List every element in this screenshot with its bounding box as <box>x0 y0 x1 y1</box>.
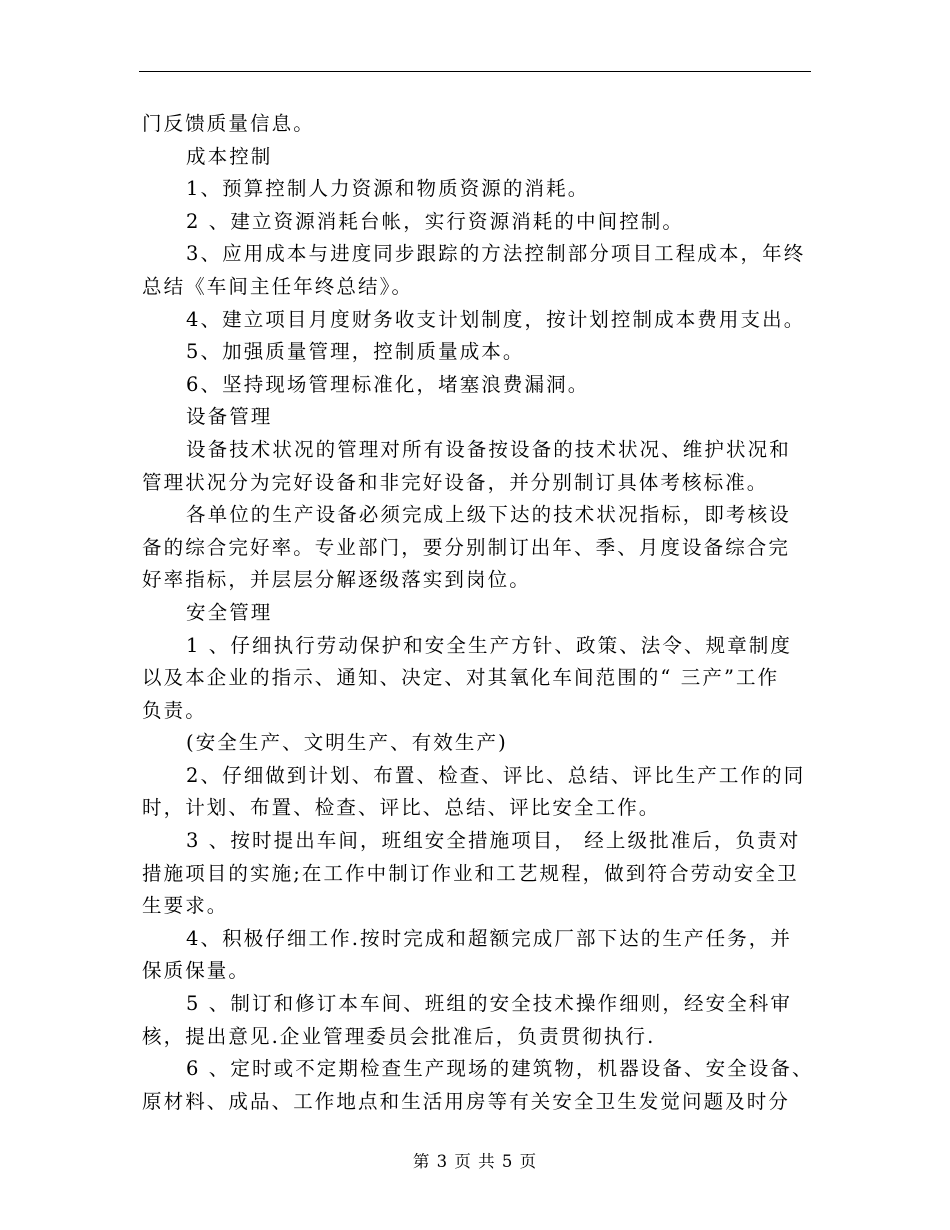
text-line: 时，计划、布置、检查、评比、总结、评比安全工作。 <box>142 796 661 820</box>
header-rule <box>139 71 811 72</box>
section-heading-cost-control: 成本控制 <box>186 144 273 168</box>
text-line: 保质保量。 <box>142 959 251 983</box>
section-heading-equipment: 设备管理 <box>186 405 273 429</box>
text-line: 5、加强质量管理，控制质量成本。 <box>186 340 525 364</box>
text-line: 2 、建立资源消耗台帐，实行资源消耗的中间控制。 <box>186 209 685 233</box>
text-line: 门反馈质量信息。 <box>142 112 315 135</box>
text-line: 3、应用成本与进度同步跟踪的方法控制部分项目工程成本，年终 <box>186 242 806 266</box>
body-text <box>142 108 814 1118</box>
text-line: 以及本企业的指示、通知、决定、对其氧化车间范围的“ 三产”工作 <box>142 666 780 690</box>
text-line: 4、积极仔细工作.按时完成和超额完成厂部下达的生产任务，并 <box>186 926 793 950</box>
text-line: 各单位的生产设备必须完成上级下达的技术状况指标，即考核设 <box>186 503 791 527</box>
text-line: 1、预算控制人力资源和物质资源的消耗。 <box>186 177 590 201</box>
text-line: 管理状况分为完好设备和非完好设备，并分别制订具体考核标准。 <box>142 470 769 494</box>
text-line: 负责。 <box>142 698 207 722</box>
text-line: 1 、仔细执行劳动保护和安全生产方针、政策、法令、规章制度 <box>186 633 793 657</box>
text-line: 措施项目的实施;在工作中制订作业和工艺规程，做到符合劳动安全卫 <box>142 861 799 885</box>
text-line: 3 、按时提出车间，班组安全措施项目， 经上级批准后，负责对 <box>186 829 801 853</box>
text-line: 6、坚持现场管理标准化，堵塞浪费漏洞。 <box>186 372 590 396</box>
text-line: 设备技术状况的管理对所有设备按设备的技术状况、维护状况和 <box>186 437 791 461</box>
text-line: (安全生产、文明生产、有效生产) <box>186 731 508 755</box>
text-line: 好率指标，并层层分解逐级落实到岗位。 <box>142 568 531 592</box>
text-line: 总结《车间主任年终总结》。 <box>142 274 414 298</box>
page-footer: 第 3 页 共 5 页 <box>412 1152 538 1171</box>
text-line: 2、仔细做到计划、布置、检查、评比、总结、评比生产工作的同 <box>186 763 806 787</box>
section-heading-safety: 安全管理 <box>186 600 273 624</box>
text-line: 核，提出意见.企业管理委员会批准后，负责贯彻执行. <box>142 1024 656 1048</box>
text-line: 4、建立项目月度财务收支计划制度，按计划控制成本费用支出。 <box>186 307 806 331</box>
text-line: 6 、定时或不定期检查生产现场的建筑物，机器设备、安全设备、 <box>186 1057 814 1081</box>
text-line: 原材料、成品、工作地点和生活用房等有关安全卫生发觉问题及时分 <box>142 1089 791 1113</box>
text-line: 备的综合完好率。专业部门，要分别制订出年、季、月度设备综合完 <box>142 535 791 559</box>
text-line: 生要求。 <box>142 894 229 918</box>
text-line: 5 、制订和修订本车间、班组的安全技术操作细则，经安全科审 <box>186 992 793 1016</box>
